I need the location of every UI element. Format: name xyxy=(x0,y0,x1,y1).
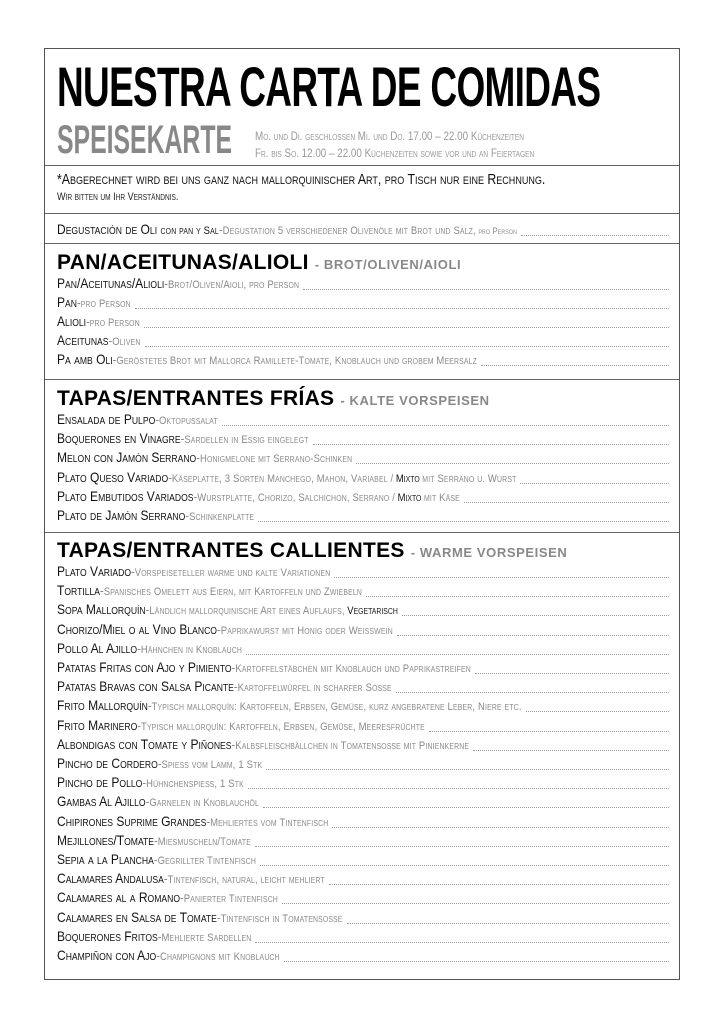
item-separator: - xyxy=(180,890,184,906)
item-description: Miesmuscheln/Tomate xyxy=(157,835,251,848)
item-separator: - xyxy=(155,412,160,427)
item-name: Frito Mallorquín xyxy=(57,697,148,714)
opening-hours-line-2: Fr. bis So. 12.00 – 22.00 Küchenzeiten sowie vor und an Feiertagen xyxy=(255,146,535,160)
item-name: Plato Queso Variado xyxy=(57,468,169,485)
item-separator: - xyxy=(231,660,236,675)
dot-leader xyxy=(135,298,669,309)
item-name: Pincho de Pollo xyxy=(57,774,143,791)
item-description: Paprikawurst mit Honig oder Weisswein xyxy=(220,624,393,637)
dot-leader xyxy=(260,855,669,866)
billing-notice: *Abgerechnet wird bei uns ganz nach mallorquinischer Art, pro Tisch nur eine Rechnung. xyxy=(57,171,546,188)
dot-leader xyxy=(263,797,669,808)
menu-item xyxy=(57,507,669,525)
item-name: Pollo Al Ajillo xyxy=(57,639,138,656)
dot-leader xyxy=(347,913,669,924)
item-name: Champiñon con Ajo xyxy=(57,947,157,963)
section-subtitle: - BROT/OLIVEN/AIOLI xyxy=(314,257,462,272)
section-title: TAPAS/ENTRANTES CALLIENTES xyxy=(57,539,405,562)
dot-leader xyxy=(282,893,669,904)
item-name: Patatas Bravas con Salsa Picante xyxy=(57,678,234,695)
item-name: Aceitunas xyxy=(57,332,109,348)
item-separator: - xyxy=(164,276,168,291)
item-name: Chipirones Suprime Grandes xyxy=(57,812,207,829)
dot-leader xyxy=(332,817,669,828)
menu-item xyxy=(57,563,669,581)
item-separator: - xyxy=(131,564,135,579)
item-separator: - xyxy=(193,488,198,504)
item-separator: - xyxy=(206,813,211,829)
menu-item xyxy=(57,640,669,658)
menu-item xyxy=(57,582,669,600)
section-heading xyxy=(57,251,461,275)
menu-item xyxy=(57,909,669,927)
section-heading xyxy=(57,539,567,563)
item-description: Champignons mit Knoblauch xyxy=(159,951,280,963)
item-separator: - xyxy=(76,295,81,310)
menu-item xyxy=(57,411,669,429)
item-separator: - xyxy=(153,852,158,867)
menu-item xyxy=(57,449,669,467)
item-highlight: Mixto xyxy=(397,491,422,504)
menu-item xyxy=(57,947,669,965)
dot-leader xyxy=(473,740,669,751)
menu-item xyxy=(57,678,669,696)
dot-leader xyxy=(334,567,669,578)
item-separator: - xyxy=(157,756,162,771)
item-description: Schinkenplatte xyxy=(189,511,255,523)
item-name: Chorizo/Miel o al Vino Blanco xyxy=(57,620,218,637)
menu-item xyxy=(57,659,669,677)
menu-item xyxy=(57,351,669,369)
item-name: Sepia a la Plancha xyxy=(57,851,154,867)
item-separator: - xyxy=(233,679,238,695)
item-name: Tortilla xyxy=(57,582,101,599)
menu-item xyxy=(57,928,669,946)
menu-item xyxy=(57,813,669,831)
item-name: Mejillones/Tomate xyxy=(57,831,155,848)
dot-leader xyxy=(397,625,669,636)
item-name: Boquerones Fritos xyxy=(57,927,158,944)
item-separator: - xyxy=(217,621,221,637)
item-separator: - xyxy=(145,602,150,618)
item-separator: - xyxy=(180,431,185,447)
page-subtitle: SPEISEKARTE xyxy=(57,118,233,162)
item-separator: - xyxy=(154,832,158,848)
dot-leader xyxy=(396,682,669,693)
item-description: Degustation 5 verschiedener Olivenöle mit Brot und Salz, xyxy=(222,225,476,237)
dot-leader xyxy=(255,932,669,943)
menu-item xyxy=(57,275,669,293)
menu-item xyxy=(57,488,669,506)
item-name: Plato Embutidos Variados xyxy=(57,487,194,504)
item-separator: - xyxy=(196,450,200,466)
item-description: Mehliertes vom Tintenfisch xyxy=(210,816,329,829)
dot-leader xyxy=(481,355,669,366)
item-name: Plato de Jamón Serrano xyxy=(57,507,186,523)
section-heading xyxy=(57,387,490,411)
item-separator: - xyxy=(108,333,113,348)
item-description: Kartoffelstäbchen mit Knoblauch und Paprikastreifen xyxy=(235,663,471,675)
dot-leader xyxy=(303,279,669,290)
item-description: Garnelen in Knoblauchöl xyxy=(149,797,260,810)
item-description: Oliven xyxy=(112,336,141,348)
dot-leader xyxy=(258,511,669,522)
dot-leader xyxy=(464,492,669,503)
item-name: Patatas Fritas con Ajo y Pimiento xyxy=(57,659,232,675)
item-description: Gegrillter Tintenfisch xyxy=(157,855,256,867)
menu-item xyxy=(57,430,669,448)
item-name: Sopa Mallorquín xyxy=(57,601,146,618)
item-separator: - xyxy=(163,871,168,887)
divider xyxy=(45,532,679,533)
item-description: pro Person xyxy=(80,298,131,310)
item-name: Pincho de Cordero xyxy=(57,755,158,771)
dot-leader xyxy=(246,644,669,655)
divider xyxy=(45,243,679,244)
dot-leader xyxy=(313,434,669,445)
item-name: Alioli xyxy=(57,313,87,329)
item-separator: - xyxy=(112,352,117,367)
dot-leader xyxy=(366,586,669,597)
item-separator: - xyxy=(137,717,142,733)
dot-leader xyxy=(521,225,669,236)
item-description: Tintenfisch, natural, leicht mehliert xyxy=(167,874,325,887)
section-subtitle: - WARME VORSPEISEN xyxy=(410,545,568,560)
menu-item xyxy=(57,755,669,773)
item-name: Calamares al a Romano xyxy=(57,889,181,906)
item-name: Gambas Al Ajillo xyxy=(57,793,146,810)
item-description: Spanisches Omelett aus Eiern, mit Kartoffeln und Zwiebeln xyxy=(103,586,363,599)
divider xyxy=(45,213,679,214)
dot-leader xyxy=(475,663,669,674)
item-separator: - xyxy=(168,469,172,485)
dot-leader xyxy=(356,453,669,464)
menu-item xyxy=(57,697,669,715)
item-separator: - xyxy=(100,583,104,599)
dot-leader xyxy=(429,721,669,732)
menu-item xyxy=(57,621,669,639)
page-title: NUESTRA CARTA DE COMIDAS xyxy=(57,55,601,118)
item-name: Melon con Jamón Serrano xyxy=(57,449,197,466)
menu-item xyxy=(57,469,669,487)
dot-leader xyxy=(266,759,669,770)
item-description: Tintenfisch in Tomatensoße xyxy=(220,912,343,925)
item-description: pro Person xyxy=(89,317,140,329)
item-description: Honigmelone mit Serrano-Schinken xyxy=(199,453,353,466)
item-name: Ensalada de Pulpo xyxy=(57,411,156,427)
item-description: Brot/Oliven/Aioli, pro Person xyxy=(167,279,300,291)
item-name: Degustación de Oli xyxy=(57,221,158,237)
item-description: Wurstplatte, Chorizo, Salchichon, Serrano / xyxy=(197,491,396,504)
item-separator: - xyxy=(231,736,236,752)
dot-leader xyxy=(144,317,669,328)
menu-item xyxy=(57,889,669,907)
item-description: Typisch mallorquín: Kartoffeln, Erbsen, Gemüse, Meeresfrüchte xyxy=(141,720,425,733)
menu-item xyxy=(57,736,669,754)
item-name: Pa amb Oli xyxy=(57,351,113,367)
item-description: Hähnchen in Knoblauch xyxy=(140,643,243,656)
dot-leader xyxy=(255,836,669,847)
dot-leader xyxy=(248,778,669,789)
item-name: Plato Variado xyxy=(57,563,132,579)
item-description-extra: mit Serrano u. Wurst xyxy=(422,472,517,485)
item-description-extra: mit Käse xyxy=(423,491,460,504)
item-description: Kartoffelwürfel in scharfer Soße xyxy=(237,682,392,695)
dot-leader xyxy=(145,336,669,347)
menu-item xyxy=(57,601,669,619)
divider xyxy=(45,165,679,166)
item-highlight: Mixto xyxy=(395,472,420,485)
item-description: Sardellen in Essig eingelegt xyxy=(184,434,309,447)
item-description: Typisch mallorquín: Kartoffeln, Erbsen, Gemüse, kurz angebratene Leber, Niere etc. xyxy=(151,701,522,714)
menu-item xyxy=(57,870,669,888)
item-separator: - xyxy=(157,928,162,944)
dot-leader xyxy=(526,701,669,712)
divider xyxy=(45,379,679,380)
menu-item xyxy=(57,851,669,869)
dot-leader xyxy=(402,605,669,616)
item-description: Spieß vom Lamm, 1 Stk xyxy=(161,759,263,771)
item-separator: - xyxy=(142,775,147,791)
item-description: Mehlierte Sardellen xyxy=(161,931,252,944)
item-name: Albondigas con Tomate y Piñones xyxy=(57,735,232,752)
item-name-extra: con pan y Sal xyxy=(160,225,219,237)
menu-item xyxy=(57,294,669,312)
item-description: Geröstetes Brot mit Mallorca Ramillete-Tomate, Knoblauch und grobem Meersalz xyxy=(116,355,478,367)
billing-notice-note: Wir bitten um Ihr Verständnis. xyxy=(57,191,179,203)
menu-item-degustacion xyxy=(57,221,669,239)
item-separator: - xyxy=(137,640,141,656)
item-description: Vorspeiseteller warme und kalte Variationen xyxy=(134,567,331,579)
item-description: Kalbsfleischbällchen in Tomatensoße mit Pinienkerne xyxy=(235,739,470,752)
item-separator: - xyxy=(145,794,150,810)
opening-hours-line-1: Mo. und Di. geschlossen Mi. und Do. 17.00 – 22.00 Küchenzeiten xyxy=(255,129,525,143)
item-name: Pan/Aceitunas/Alioli xyxy=(57,275,165,291)
section-title: PAN/ACEITUNAS/ALIOLI xyxy=(57,251,309,274)
dot-leader xyxy=(284,951,669,962)
item-name: Calamares en Salsa de Tomate xyxy=(57,908,217,925)
dot-leader xyxy=(329,874,669,885)
item-description-extra: pro Person xyxy=(478,226,518,236)
item-separator: - xyxy=(156,948,160,963)
menu-item xyxy=(57,832,669,850)
item-description: Hühnchenspieß, 1 Stk xyxy=(146,778,244,791)
menu-item xyxy=(57,774,669,792)
item-separator: - xyxy=(218,222,223,237)
item-name: Boquerones en Vinagre xyxy=(57,430,181,447)
item-separator: - xyxy=(86,314,90,329)
section-subtitle: - KALTE VORSPEISEN xyxy=(340,393,490,408)
menu-item xyxy=(57,313,669,331)
item-description: Panierter Tintenfisch xyxy=(183,893,278,906)
item-description: Oktopussalat xyxy=(159,415,218,427)
dot-leader xyxy=(222,415,669,426)
item-description: Ländlich mallorquinische Art eines Auflaufs, xyxy=(149,605,345,618)
dot-leader xyxy=(520,473,669,484)
menu-item xyxy=(57,793,669,811)
item-separator: - xyxy=(185,508,190,523)
section-title: TAPAS/ENTRANTES FRÍAS xyxy=(57,387,335,410)
menu-item xyxy=(57,332,669,350)
item-separator: - xyxy=(216,909,221,925)
item-name: Calamares Andalusa xyxy=(57,870,164,887)
item-separator: - xyxy=(147,698,152,714)
item-description: Käseplatte, 3 Sorten Manchego, Mahon, Variabel / xyxy=(171,472,394,485)
item-name: Pan xyxy=(57,294,77,310)
menu-item xyxy=(57,717,669,735)
menu-sheet xyxy=(44,48,680,980)
item-highlight: Vegetarisch xyxy=(347,605,398,618)
item-name: Frito Marinero xyxy=(57,716,138,733)
